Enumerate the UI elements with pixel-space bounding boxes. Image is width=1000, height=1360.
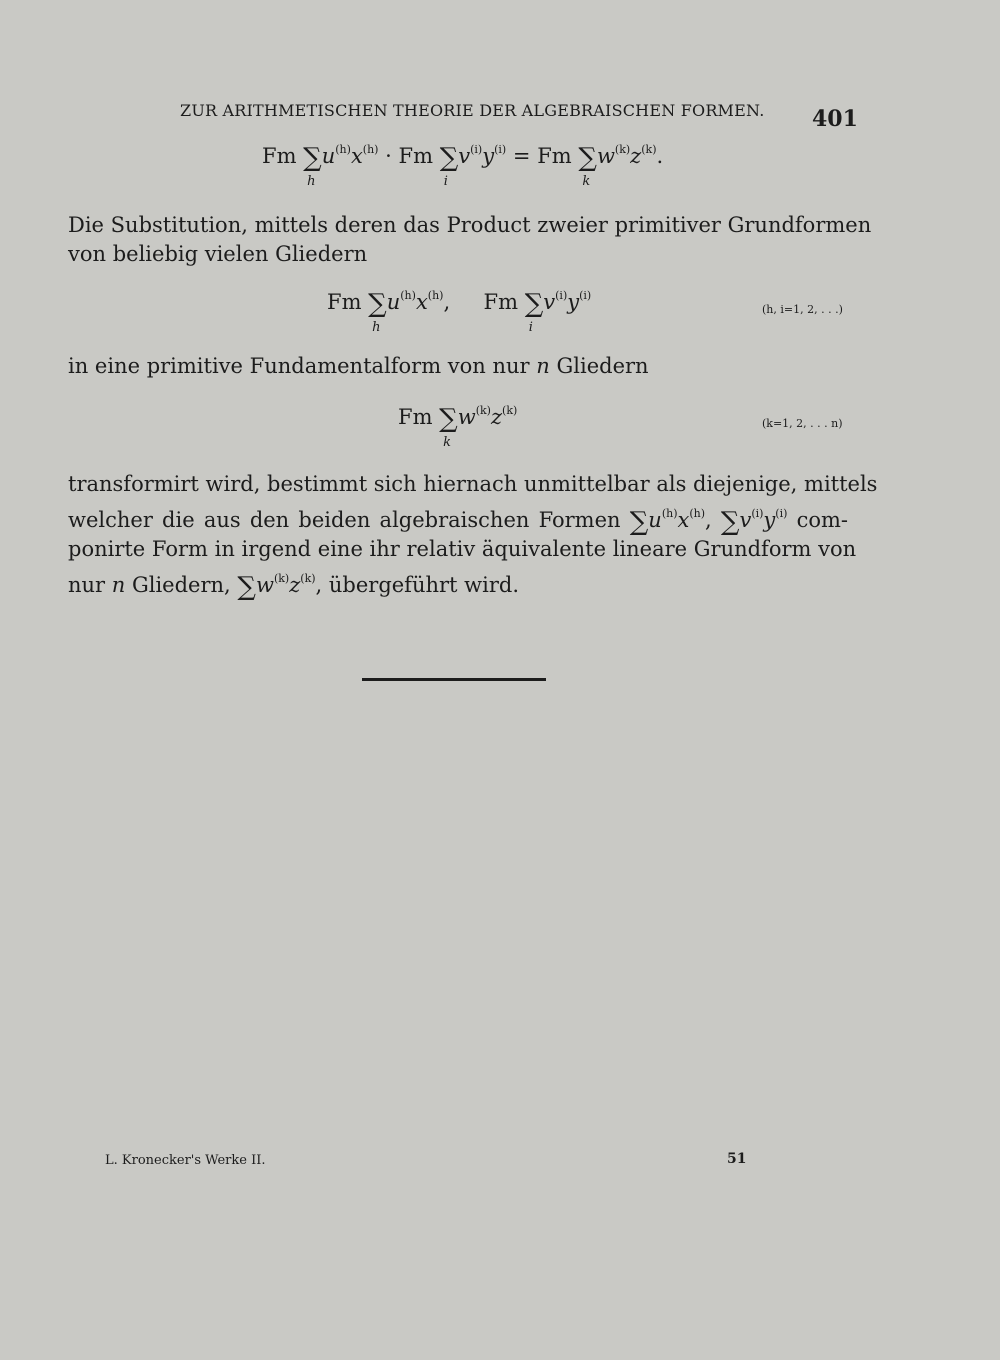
equation-middle: Fm ∑ h $u^{(h)}x^{(h)}$, Fm ∑ i $v^{(i)}y^{(i)}$ [327, 289, 592, 335]
footer-source: L. Kronecker's Werke II. [105, 1153, 266, 1168]
sum-symbol: ∑ [720, 507, 740, 537]
sum-symbol: ∑ [629, 507, 649, 537]
sum-symbol: ∑ h [303, 143, 322, 189]
equation-lower: Fm ∑ k $w^{(k)}z^{(k)}$ [398, 404, 518, 450]
equation-top: Fm ∑ h $u^{(h)}x^{(h)} \cdot Fm$ ∑ i $v^{(i)}y^{(i)} = Fm$ ∑ k $w^{(k)}z^{(k)}$. [262, 143, 664, 189]
paragraph-1: Die Substitution, mittels deren das Product zweier primitiver Grundformen von beliebig vielen Gliedern [68, 213, 872, 266]
sum-symbol: ∑ i [524, 289, 544, 335]
fm-operator: Fm [327, 290, 362, 314]
signature-number: 51 [727, 1151, 747, 1167]
paragraph-2: in eine primitive Fundamentalform von nur n Gliedern [68, 354, 649, 378]
sum-symbol: ∑ h [368, 289, 387, 335]
fm-operator: Fm [537, 144, 572, 168]
fm-operator: Fm [262, 144, 297, 168]
running-title: ZUR ARITHMETISCHEN THEORIE DER ALGEBRAISCHEN FORMEN. [180, 101, 765, 120]
sum-symbol: ∑ k [439, 404, 458, 450]
fm-operator: Fm [483, 290, 519, 314]
page-number: 401 [812, 106, 858, 132]
fm-operator: Fm [398, 144, 433, 168]
sum-symbol: ∑ k [578, 143, 597, 189]
index-range-lower: (k=1, 2, . . . n) [762, 417, 843, 430]
index-range-mid: (h, i=1, 2, . . .) [762, 303, 843, 316]
sum-symbol: ∑ i [439, 143, 459, 189]
paragraph-3: transformirt wird, bestimmt sich hiernach unmittelbar als diejenige, mittels welcher die aus den beiden algebraischen Formen $\sum u^{(h)}x^{(h)}$, $\sum v^{(i)}y^{(i)}$ com- ponirte Form in irgend eine ihr relativ äquivalente lineare Grundform von nur n Gliedern, $\sum w^{(k)}z^{(k)}$, übergeführt wird. [68, 472, 878, 602]
fm-operator: Fm [398, 405, 433, 429]
section-rule [362, 678, 546, 681]
sum-symbol: ∑ [237, 572, 256, 602]
